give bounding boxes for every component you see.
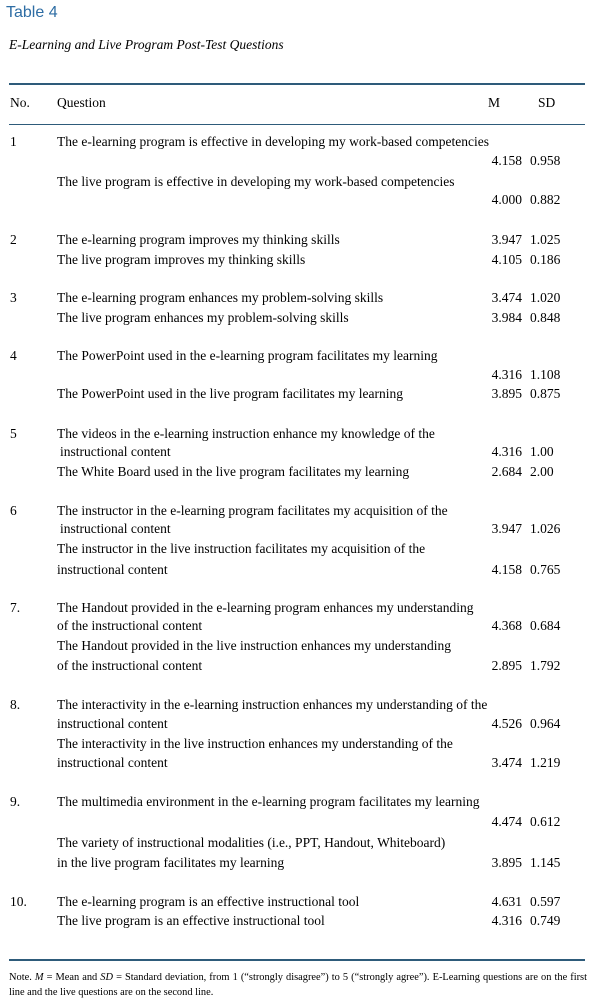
live-mean: 2.895 bbox=[491, 658, 522, 673]
live-sd: 2.00 bbox=[530, 464, 554, 479]
live-mean: 3.895 bbox=[491, 386, 522, 401]
live-sd: 0.848 bbox=[530, 310, 561, 325]
elearning-question-text: instructional content bbox=[60, 521, 171, 536]
elearning-question-text: The Handout provided in the e-learning program enhances my understanding bbox=[57, 600, 474, 615]
elearning-question-text: The multimedia environment in the e-learning program facilitates my learning bbox=[57, 794, 480, 809]
elearning-mean: 3.947 bbox=[491, 232, 522, 247]
live-question-text: The interactivity in the live instruction enhances my understanding of the bbox=[57, 736, 453, 751]
live-sd: 1.145 bbox=[530, 855, 561, 870]
elearning-question-text: The instructor in the e-learning program facilitates my acquisition of the bbox=[57, 503, 448, 518]
elearning-sd: 0.684 bbox=[530, 618, 561, 633]
live-question-text: The variety of instructional modalities (i.e., PPT, Handout, Whiteboard) bbox=[57, 835, 446, 850]
elearning-sd: 0.964 bbox=[530, 716, 561, 731]
elearning-sd: 0.597 bbox=[530, 894, 561, 909]
elearning-question-text: instructional content bbox=[60, 444, 171, 459]
elearning-mean: 3.474 bbox=[491, 290, 522, 305]
live-sd: 0.765 bbox=[530, 562, 561, 577]
live-question-text: The instructor in the live instruction facilitates my acquisition of the bbox=[57, 541, 426, 556]
question-number: 7. bbox=[10, 600, 21, 615]
question-number: 5 bbox=[10, 426, 17, 441]
live-mean: 4.000 bbox=[491, 192, 522, 207]
live-mean: 2.684 bbox=[491, 464, 522, 479]
elearning-sd: 1.026 bbox=[530, 521, 561, 536]
elearning-sd: 0.612 bbox=[530, 814, 561, 829]
live-mean: 3.984 bbox=[491, 310, 522, 325]
live-sd: 1.219 bbox=[530, 755, 561, 770]
question-number: 8. bbox=[10, 697, 21, 712]
live-question-text: The live program is effective in developing my work-based competencies bbox=[57, 174, 455, 189]
elearning-mean: 4.474 bbox=[491, 814, 522, 829]
live-mean: 3.474 bbox=[491, 755, 522, 770]
header-mean: M bbox=[488, 95, 501, 110]
live-question-text: instructional content bbox=[57, 562, 168, 577]
live-question-text: The White Board used in the live program facilitates my learning bbox=[57, 464, 410, 479]
elearning-mean: 4.158 bbox=[491, 153, 522, 168]
elearning-question-text: The PowerPoint used in the e-learning program facilitates my learning bbox=[57, 348, 438, 363]
header-sd: SD bbox=[538, 95, 556, 110]
elearning-mean: 3.947 bbox=[491, 521, 522, 536]
elearning-mean: 4.316 bbox=[491, 367, 522, 382]
question-number: 6 bbox=[10, 503, 17, 518]
question-number: 9. bbox=[10, 794, 21, 809]
live-mean: 3.895 bbox=[491, 855, 522, 870]
elearning-sd: 1.00 bbox=[530, 444, 554, 459]
elearning-question-text: The videos in the e-learning instruction enhance my knowledge of the bbox=[57, 426, 435, 441]
live-mean: 4.105 bbox=[491, 252, 522, 267]
elearning-question-text: instructional content bbox=[57, 716, 168, 731]
live-sd: 0.875 bbox=[530, 386, 561, 401]
elearning-question-text: of the instructional content bbox=[57, 618, 203, 633]
table-caption: E-Learning and Live Program Post-Test Questions bbox=[9, 37, 284, 52]
elearning-mean: 4.368 bbox=[491, 618, 522, 633]
bottom-rule bbox=[9, 959, 585, 961]
elearning-sd: 0.958 bbox=[530, 153, 561, 168]
live-question-text: in the live program facilitates my learning bbox=[57, 855, 285, 870]
note-m-def: = Mean and bbox=[43, 972, 101, 983]
elearning-sd: 1.108 bbox=[530, 367, 561, 382]
elearning-question-text: The e-learning program is an effective instructional tool bbox=[57, 894, 360, 909]
elearning-question-text: The e-learning program enhances my problem-solving skills bbox=[57, 290, 384, 305]
question-number: 4 bbox=[10, 348, 17, 363]
top-rule bbox=[9, 83, 585, 85]
live-question-text: The live program is an effective instructional tool bbox=[57, 913, 325, 928]
note-rest: = Standard deviation, from 1 (“strongly disagree”) to 5 (“strongly agree”). E-Learning questions are on the first line and the live questions are on the second line. bbox=[9, 972, 587, 998]
note-prefix: Note. bbox=[9, 972, 35, 983]
question-number: 1 bbox=[10, 134, 17, 149]
live-question-text: The PowerPoint used in the live program facilitates my learning bbox=[57, 386, 404, 401]
live-question-text: The live program enhances my problem-solving skills bbox=[57, 310, 349, 325]
elearning-question-text: The e-learning program improves my thinking skills bbox=[57, 232, 340, 247]
note-sd-symbol: SD bbox=[100, 972, 113, 983]
elearning-question-text: The interactivity in the e-learning instruction enhances my understanding of the bbox=[57, 697, 488, 712]
live-sd: 0.186 bbox=[530, 252, 561, 267]
question-number: 10. bbox=[10, 894, 27, 909]
elearning-mean: 4.316 bbox=[491, 444, 522, 459]
question-number: 3 bbox=[10, 290, 17, 305]
live-question-text: The live program improves my thinking skills bbox=[57, 252, 306, 267]
header-rule bbox=[9, 124, 585, 125]
elearning-mean: 4.526 bbox=[491, 716, 522, 731]
table-note bbox=[9, 970, 587, 1000]
elearning-question-text: The e-learning program is effective in developing my work-based competencies bbox=[57, 134, 489, 149]
live-mean: 4.158 bbox=[491, 562, 522, 577]
live-question-text: The Handout provided in the live instruction enhances my understanding bbox=[57, 638, 452, 653]
live-sd: 0.749 bbox=[530, 913, 561, 928]
elearning-sd: 1.020 bbox=[530, 290, 561, 305]
table-label: Table 4 bbox=[6, 4, 58, 21]
elearning-sd: 1.025 bbox=[530, 232, 561, 247]
live-question-text: instructional content bbox=[57, 755, 168, 770]
header-no: No. bbox=[10, 95, 30, 110]
question-number: 2 bbox=[10, 232, 17, 247]
live-mean: 4.316 bbox=[491, 913, 522, 928]
header-question: Question bbox=[57, 95, 106, 110]
note-m-symbol: M bbox=[34, 972, 44, 983]
live-sd: 0.882 bbox=[530, 192, 561, 207]
live-sd: 1.792 bbox=[530, 658, 561, 673]
live-question-text: of the instructional content bbox=[57, 658, 203, 673]
elearning-mean: 4.631 bbox=[491, 894, 522, 909]
